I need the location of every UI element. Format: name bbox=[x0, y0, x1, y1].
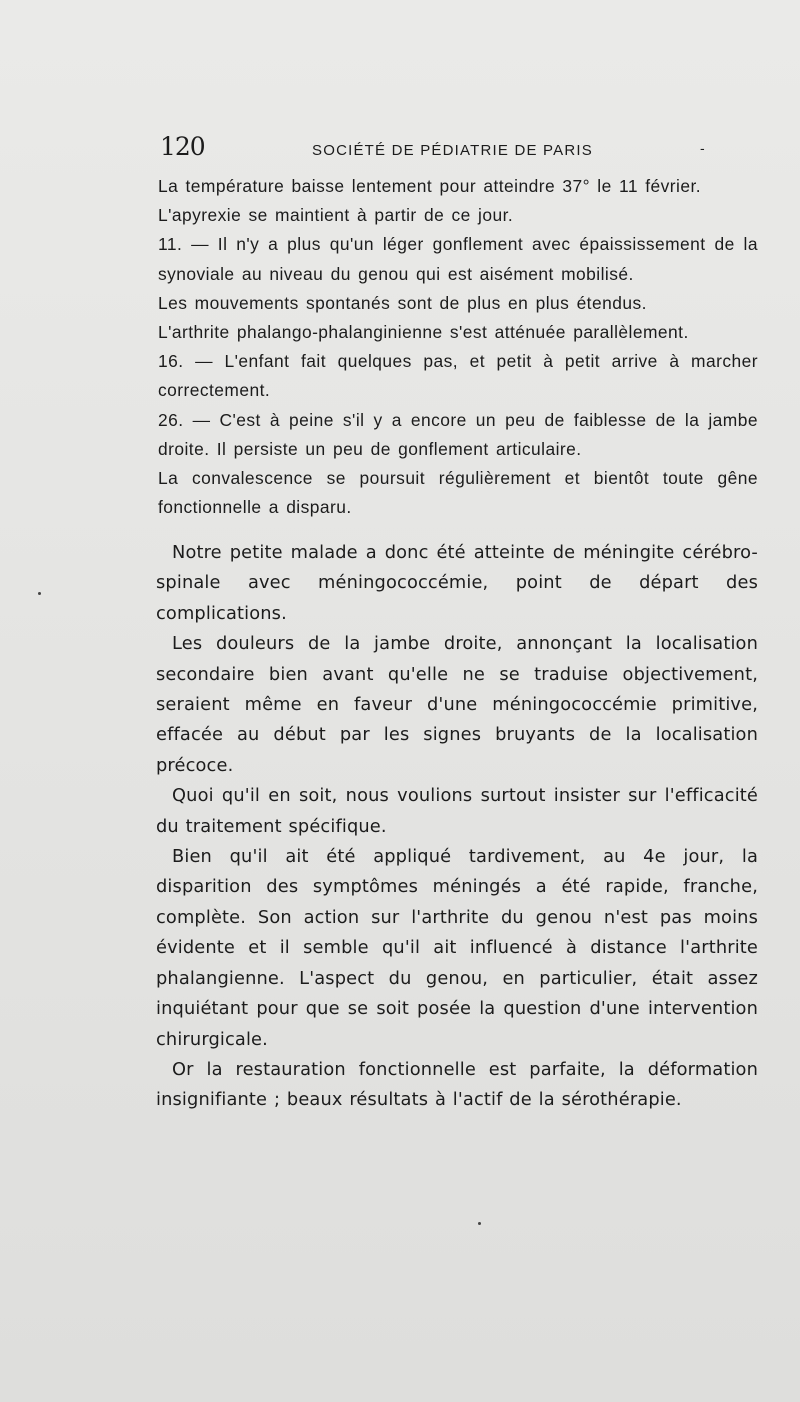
note-paragraph: L'arthrite phalango-phalanginienne s'est atténuée parallèlement. bbox=[158, 322, 689, 343]
note-paragraph: 26. — C'est à peine s'il y a encore un peu de faiblesse de la jambe droite. Il persiste un peu de gonflement articulaire. bbox=[158, 409, 758, 459]
note-paragraph: La convalescence se poursuit régulièrement et bientôt toute gêne fonctionnelle a disparu. bbox=[158, 468, 758, 518]
note-paragraph: Les mouvements spontanés sont de plus en plus étendus. bbox=[158, 292, 647, 313]
note-paragraph: L'apyrexie se maintient à partir de ce jour. bbox=[158, 205, 514, 226]
discussion-paragraph: Or la restauration fonctionnelle est parfaite, la déformation insignifiante ; beaux résultats à l'actif de la sérothérapie. bbox=[156, 1058, 758, 1111]
note-paragraph: La température baisse lentement pour atteindre 37° le 11 février. bbox=[158, 176, 702, 196]
note-paragraph: 11. — Il n'y a plus qu'un léger gonflement avec épaississement de la synoviale au niveau du genou qui est aisément mobilisé. bbox=[158, 234, 758, 284]
header-dash: - bbox=[700, 140, 705, 156]
running-title: SOCIÉTÉ DE PÉDIATRIE DE PARIS bbox=[312, 142, 593, 159]
page-header bbox=[160, 132, 720, 162]
print-speck bbox=[478, 1222, 481, 1225]
discussion-paragraph: Notre petite malade a donc été atteinte de méningite cérébro-spinale avec méningococcémie, point de départ des complications. bbox=[156, 542, 758, 624]
discussion-paragraph: Quoi qu'il en soit, nous voulions surtout insister sur l'efficacité du traitement spécifique. bbox=[156, 785, 758, 837]
discussion-paragraph: Les douleurs de la jambe droite, annonçant la localisation secondaire bien avant qu'elle ne se traduise objectivement, seraient même en faveur d'une méningococcémie primitive, effacée au début par les signes bruyants de la localisation précoce. bbox=[156, 633, 758, 776]
page-number: 120 bbox=[160, 132, 205, 161]
note-paragraph: 16. — L'enfant fait quelques pas, et petit à petit arrive à marcher correctement. bbox=[158, 351, 758, 401]
case-notes bbox=[158, 172, 758, 522]
discussion-paragraph: Bien qu'il ait été appliqué tardivement, au 4e jour, la disparition des symptômes méningés a été rapide, franche, complète. Son action sur l'arthrite du genou n'est pas moins évidente et il semble qu'il ait influencé à distance l'arthrite phalangienne. L'aspect du genou, en particulier, était assez inquiétant pour que se soit posée la question d'une intervention chirurgicale. bbox=[156, 846, 758, 1050]
discussion-text bbox=[156, 538, 758, 1116]
print-speck bbox=[38, 592, 41, 595]
